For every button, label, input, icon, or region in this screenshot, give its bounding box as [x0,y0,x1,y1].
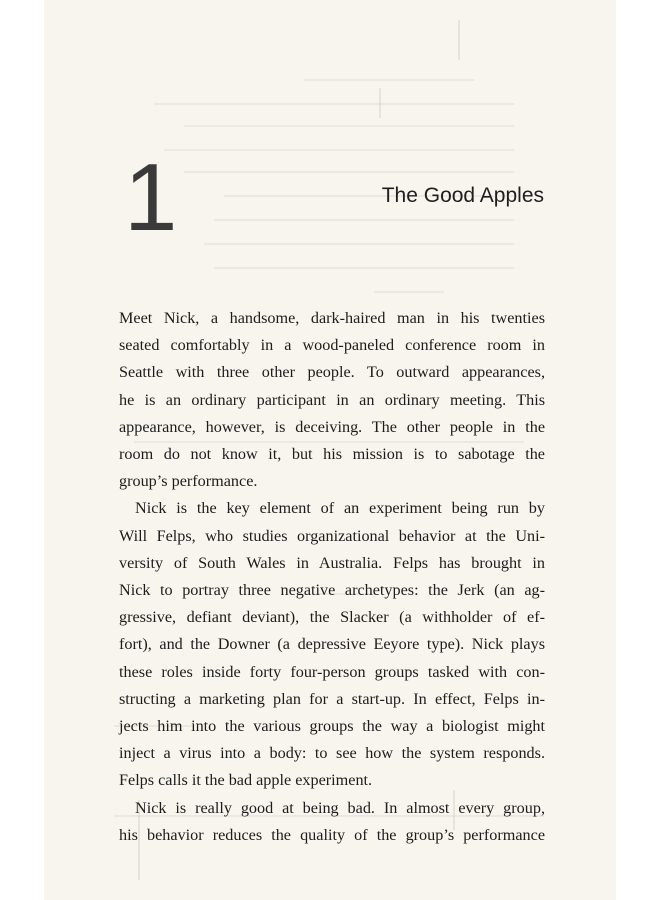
paragraph-2 [119,495,545,794]
book-page [44,0,616,900]
chapter-number: 1 [124,144,176,251]
chapter-body [119,305,545,849]
text-line: these roles inside forty four-person groups tasked with con- [119,662,545,681]
text-line: group’s performance. [119,472,258,491]
text-line: his behavior reduces the quality of the group’s performance [119,825,545,844]
text-line: inject a virus into a body: to see how the system responds. [119,744,545,763]
text-line: versity of South Wales in Australia. Felps has brought in [119,553,545,572]
text-line: Nick is the key element of an experiment being run by [135,499,545,518]
paragraph-1 [119,305,545,495]
text-line: he is an ordinary participant in an ordinary meeting. This [119,390,545,409]
text-line: Seattle with three other people. To outward appearances, [119,363,545,382]
text-line: room do not know it, but his mission is to sabotage the [119,445,545,464]
text-line: structing a marketing plan for a start-up. In effect, Felps in- [119,689,545,708]
text-line: Will Felps, who studies organizational behavior at the Uni- [119,526,545,545]
text-line: gressive, defiant deviant), the Slacker (a withholder of ef- [119,608,545,627]
text-line: Meet Nick, a handsome, dark-haired man in his twenties [119,309,545,327]
chapter-title: The Good Apples [381,184,544,207]
text-line: Nick is really good at being bad. In almost every group, [135,798,545,817]
text-line: Felps calls it the bad apple experiment. [119,771,373,790]
text-line: appearance, however, is deceiving. The other people in the [119,417,545,436]
text-line: Nick to portray three negative archetypes: the Jerk (an ag- [119,581,545,600]
text-line: jects him into the various groups the way a biologist might [119,717,545,736]
paragraph-3 [119,795,545,849]
text-line: seated comfortably in a wood-paneled conference room in [119,336,545,355]
text-line: fort), and the Downer (a depressive Eeyore type). Nick plays [119,635,545,654]
